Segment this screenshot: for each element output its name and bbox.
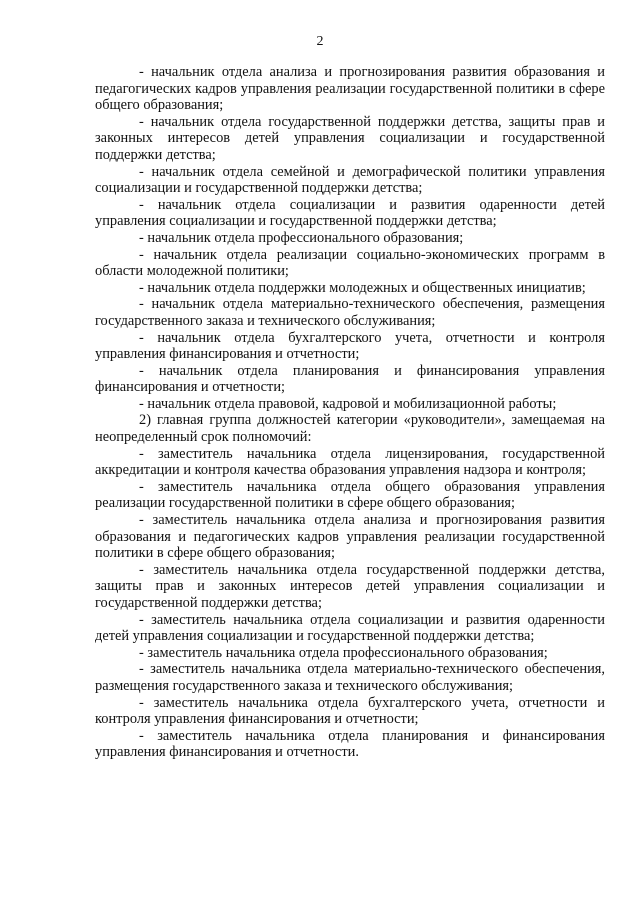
list-item: - начальник отдела семейной и демографической политики управления социализации и государственной поддержки детства; [95, 163, 605, 197]
list-item: - начальник отдела планирования и финансирования управления финансирования и отчетности; [95, 362, 605, 396]
list-item: - заместитель начальника отдела социализации и развития одаренности детей управления социализации и государственной поддержки детства; [95, 611, 605, 645]
document-body [95, 64, 605, 761]
list-item: - заместитель начальника отдела анализа и прогнозирования развития образования и педагогических кадров управления реализации государственной политики в сфере общего образования; [95, 512, 605, 562]
list-item: - заместитель начальника отдела общего образования управления реализации государственной политики в сфере общего образования; [95, 478, 605, 512]
list-item: - начальник отдела государственной поддержки детства, защиты прав и законных интересов детей управления социализации и государственной поддержки детства; [95, 113, 605, 163]
list-item: - заместитель начальника отдела государственной поддержки детства, защиты прав и законных интересов детей управления социализации и государственной поддержки детства; [95, 561, 605, 611]
section-heading: 2) главная группа должностей категории «руководители», замещаемая на неопределенный срок полномочий: [95, 412, 605, 446]
list-item: - начальник отдела материально-технического обеспечения, размещения государственного заказа и технического обслуживания; [95, 296, 605, 329]
list-item: - начальник отдела поддержки молодежных и общественных инициатив; [139, 279, 586, 296]
list-item: - заместитель начальника отдела бухгалтерского учета, отчетности и контроля управления финансирования и отчетности; [95, 694, 605, 728]
list-item: - заместитель начальника отдела планирования и финансирования управления финансирования и отчетности. [95, 727, 605, 761]
list-item: - заместитель начальника отдела лицензирования, государственной аккредитации и контроля качества образования управления надзора и контроля; [95, 445, 605, 479]
list-item: - начальник отдела бухгалтерского учета, отчетности и контроля управления финансирования и отчетности; [95, 329, 605, 363]
list-item: - начальник отдела правовой, кадровой и мобилизационной работы; [139, 395, 557, 412]
list-item: - заместитель начальника отдела материально-технического обеспечения, размещения государственного заказа и технического обслуживания; [95, 661, 605, 694]
list-item: - начальник отдела реализации социально-экономических программ в области молодежной политики; [95, 246, 605, 280]
list-item: - начальник отдела профессионального образования; [139, 229, 464, 246]
page-number: 2 [316, 34, 324, 49]
list-item: - заместитель начальника отдела профессионального образования; [139, 644, 548, 661]
list-item: - начальник отдела социализации и развития одаренности детей управления социализации и государственной поддержки детства; [95, 196, 605, 230]
list-item: - начальник отдела анализа и прогнозирования развития образования и педагогических кадров управления реализации государственной политики в сфере общего образования; [95, 64, 605, 114]
